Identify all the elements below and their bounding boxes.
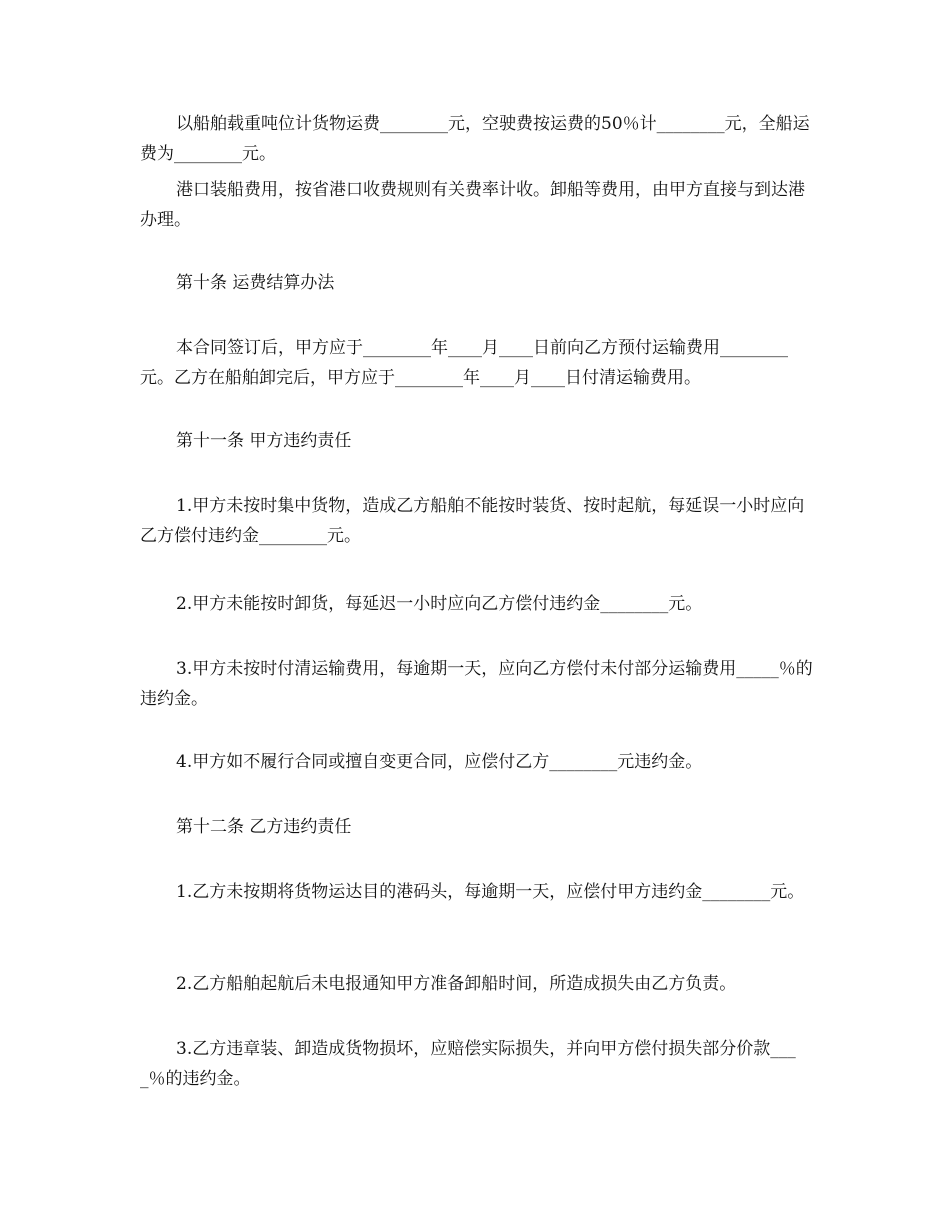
- article-12-heading: 第十二条 乙方违约责任: [176, 817, 352, 837]
- article-11-item-4: 4.甲方如不履行合同或擅自变更合同，应偿付乙方________元违约金。: [176, 752, 703, 772]
- article-11-item-1: 1.甲方未按时集中货物，造成乙方船舶不能按时装货、按时起航，每延误一小时应向乙方偿付违约金________元。: [140, 496, 805, 546]
- article-12-item-3: 3.乙方违章装、卸造成货物损坏，应赔偿实际损失，并向甲方偿付损失部分价款____％的违约金。: [140, 1039, 796, 1089]
- article-10-paragraph: 本合同签订后，甲方应于________年____月____日前向乙方预付运输费用________元。乙方在船舶卸完后，甲方应于________年____月____日付清运输费用。: [140, 338, 788, 388]
- article-12-item-1: 1.乙方未按期将货物运达目的港码头，每逾期一天，应偿付甲方违约金________元。: [176, 882, 805, 902]
- article-12-item-2: 2.乙方船舶起航后未电报通知甲方准备卸船时间，所造成损失由乙方负责。: [176, 974, 737, 994]
- freight-paragraph: 以船舶载重吨位计货物运费________元，空驶费按运费的50％计________元，全船运费为________元。: [140, 114, 810, 164]
- article-10-heading: 第十条 运费结算办法: [176, 273, 335, 293]
- article-11-item-2: 2.甲方未能按时卸货，每延迟一小时应向乙方偿付违约金________元。: [176, 594, 703, 614]
- article-11-item-3: 3.甲方未按时付清运输费用，每逾期一天，应向乙方偿付未付部分运输费用_____％的违约金。: [140, 659, 813, 709]
- port-fee-paragraph: 港口装船费用，按省港口收费规则有关费率计收。卸船等费用，由甲方直接与到达港办理。: [140, 180, 805, 230]
- article-11-heading: 第十一条 甲方违约责任: [176, 431, 352, 451]
